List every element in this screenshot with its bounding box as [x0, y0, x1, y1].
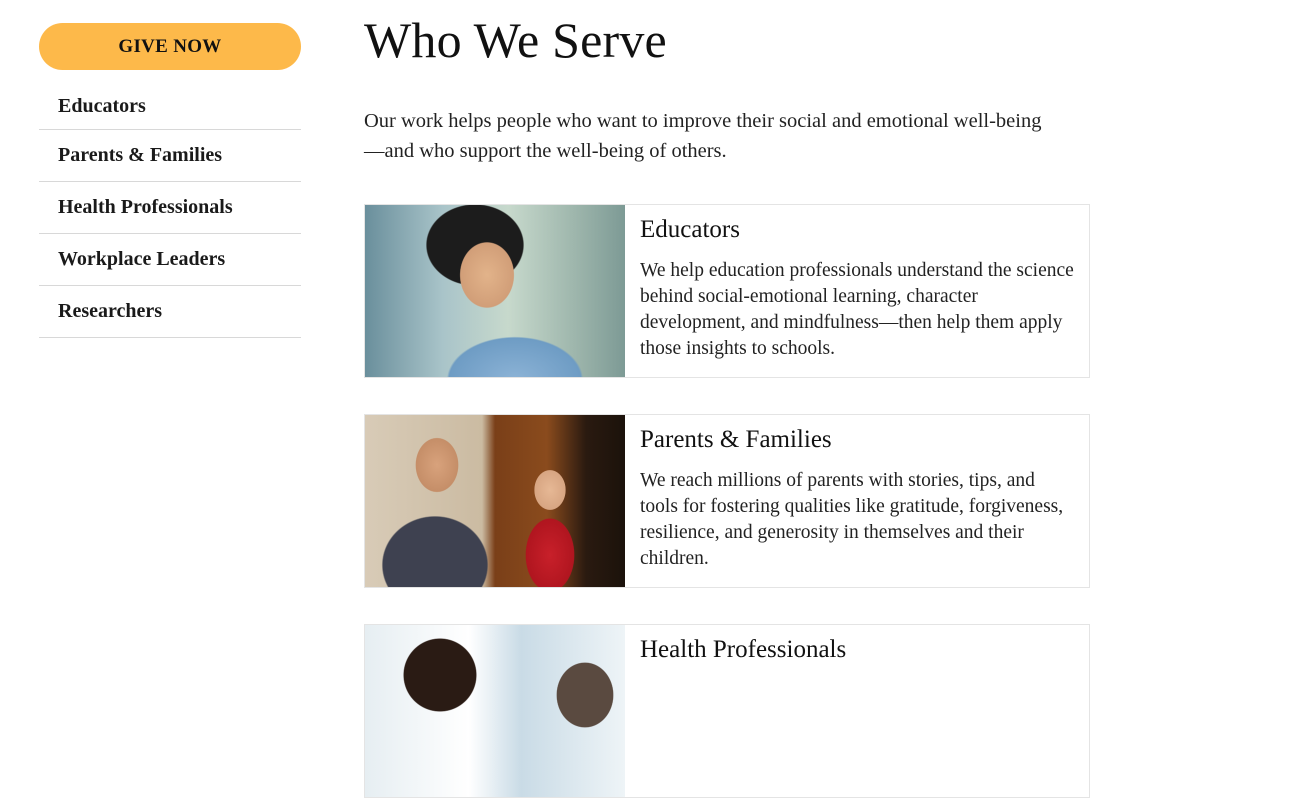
sidebar-item-workplace-leaders[interactable]: Workplace Leaders [39, 234, 301, 286]
parents-photo[interactable] [365, 415, 625, 587]
page-title: Who We Serve [364, 12, 667, 68]
sidebar [39, 23, 301, 338]
sidebar-item-educators[interactable]: Educators [39, 84, 301, 130]
educator-photo[interactable] [365, 205, 625, 377]
give-now-button[interactable]: GIVE NOW [39, 23, 301, 70]
intro-text: Our work helps people who want to improve their social and emotional well-being—and who support the well-being of others. [364, 110, 1042, 162]
card-body [625, 415, 1089, 587]
health-photo[interactable] [365, 625, 625, 797]
card-health-professionals[interactable] [364, 624, 1090, 798]
card-description: We help education professionals understand the science behind social-emotional learning, character development, and mindfulness—then help them apply those insights to schools. [640, 260, 1074, 359]
sidebar-nav [39, 84, 301, 338]
card-description: We reach millions of parents with stories, tips, and tools for fostering qualities like gratitude, forgiveness, resilience, and generosity in themselves and their children. [640, 470, 1064, 569]
main-content [364, 0, 1090, 663]
card-title[interactable]: Health Professionals [640, 636, 847, 663]
card-body [625, 205, 1089, 377]
card-educators[interactable] [364, 204, 1090, 378]
card-parents-families[interactable] [364, 414, 1090, 588]
card-title[interactable]: Parents & Families [640, 426, 832, 453]
card-title[interactable]: Educators [640, 216, 740, 243]
sidebar-item-parents-families[interactable]: Parents & Families [39, 130, 301, 182]
sidebar-item-researchers[interactable]: Researchers [39, 286, 301, 338]
card-body [625, 625, 1089, 797]
sidebar-item-health-professionals[interactable]: Health Professionals [39, 182, 301, 234]
